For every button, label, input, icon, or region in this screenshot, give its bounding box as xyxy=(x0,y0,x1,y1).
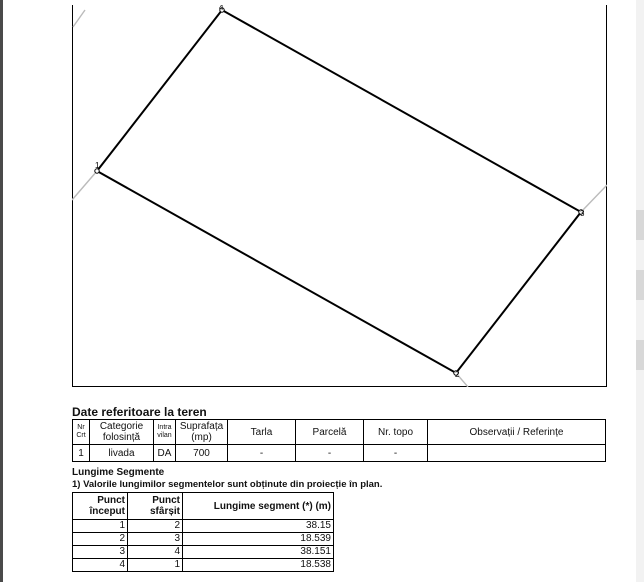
col-categorie: Categorie folosință xyxy=(90,420,154,445)
segmente-table xyxy=(72,492,334,572)
col-tarla: Tarla xyxy=(228,420,296,445)
window-left-edge xyxy=(0,0,3,582)
cell-length: 18.538 xyxy=(183,559,334,572)
cell-observatii xyxy=(428,445,606,462)
col-suprafata: Suprafața (mp) xyxy=(176,420,228,445)
col-punct-inceput: Punct început xyxy=(73,493,128,520)
scrollbar-mark xyxy=(636,340,644,370)
point-label-4: 4 xyxy=(219,5,224,12)
cell-start: 2 xyxy=(73,533,128,546)
table-row xyxy=(73,546,334,559)
table-row xyxy=(73,520,334,533)
cell-nr-topo: - xyxy=(364,445,428,462)
teren-header-row xyxy=(73,420,606,445)
cell-parcela: - xyxy=(296,445,364,462)
cell-length: 38.151 xyxy=(183,546,334,559)
parcel-plan-svg xyxy=(72,5,607,387)
cell-length: 18.539 xyxy=(183,533,334,546)
cell-suprafata: 700 xyxy=(176,445,228,462)
point-label-1: 1 xyxy=(95,161,100,170)
neighbor-boundary-line xyxy=(73,10,85,27)
teren-section-title: Date referitoare la teren xyxy=(72,405,207,419)
segmente-title: Lungime Segmente xyxy=(72,467,165,478)
cell-end: 1 xyxy=(128,559,183,572)
col-observatii: Observații / Referințe xyxy=(428,420,606,445)
col-lungime-segment: Lungime segment (*) (m) xyxy=(183,493,334,520)
table-row xyxy=(73,445,606,462)
cell-categorie: livada xyxy=(90,445,154,462)
cell-nr-crt: 1 xyxy=(73,445,90,462)
scrollbar-mark xyxy=(636,270,644,300)
neighbor-boundary-line xyxy=(581,185,607,212)
cell-end: 4 xyxy=(128,546,183,559)
cell-length: 38.15 xyxy=(183,520,334,533)
parcel-boundary-polygon xyxy=(97,10,581,373)
col-nr-crt: Nr Crt xyxy=(73,420,90,445)
segmente-header-row xyxy=(73,493,334,520)
point-label-3: 3 xyxy=(580,209,585,218)
teren-table xyxy=(72,419,606,462)
segmente-note: 1) Valorile lungimilor segmentelor sunt obținute din proiecție în plan. xyxy=(72,479,383,490)
table-row xyxy=(73,559,334,572)
cell-start: 3 xyxy=(73,546,128,559)
col-parcela: Parcelă xyxy=(296,420,364,445)
scrollbar-mark xyxy=(636,210,644,240)
cell-tarla: - xyxy=(228,445,296,462)
col-intravilan: Intra vilan xyxy=(154,420,176,445)
cell-end: 3 xyxy=(128,533,183,546)
scrollbar-track[interactable] xyxy=(636,0,644,582)
neighbor-boundary-line xyxy=(72,171,97,200)
col-punct-sfarsit: Punct sfârșit xyxy=(128,493,183,520)
col-nr-topo: Nr. topo xyxy=(364,420,428,445)
parcel-plan xyxy=(72,5,607,387)
point-label-2: 2 xyxy=(455,370,460,379)
cell-intravilan: DA xyxy=(154,445,176,462)
cell-start: 1 xyxy=(73,520,128,533)
cell-start: 4 xyxy=(73,559,128,572)
table-row xyxy=(73,533,334,546)
cell-end: 2 xyxy=(128,520,183,533)
